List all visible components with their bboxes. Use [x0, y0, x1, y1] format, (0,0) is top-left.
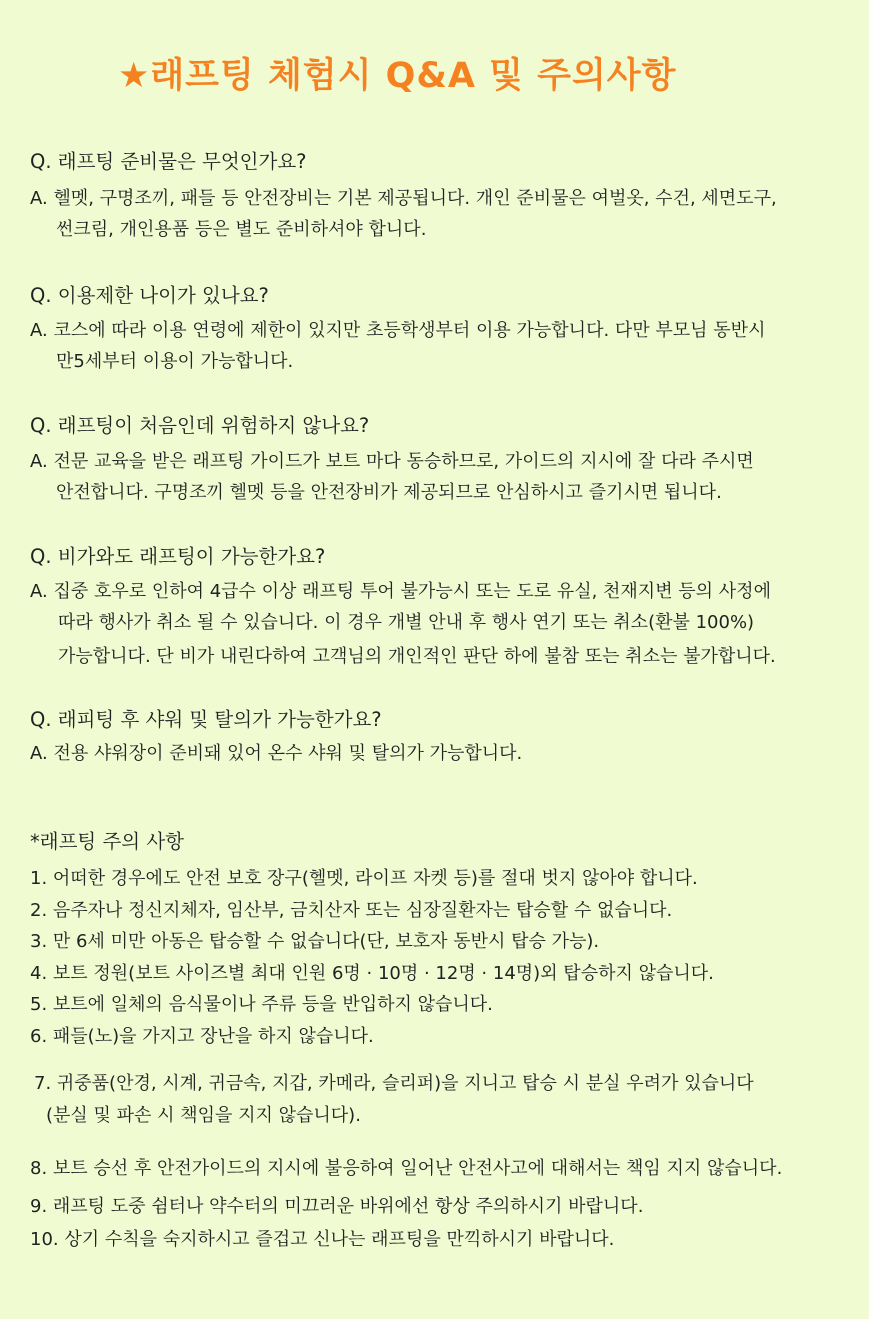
caution-item: (분실 및 파손 시 책임을 지지 않습니다).: [46, 1105, 361, 1126]
caution-item: 6. 패들(노)을 가지고 장난을 하지 않습니다.: [30, 1026, 374, 1047]
faq-answer-line: 따라 행사가 취소 될 수 있습니다. 이 경우 개별 안내 후 행사 연기 또는 취소(환불 100%): [58, 612, 755, 633]
caution-item: 10. 상기 수칙을 숙지하시고 즐겁고 신나는 래프팅을 만끽하시기 바랍니다.: [30, 1229, 615, 1250]
caution-item: 2. 음주자나 정신지체자, 임산부, 금치산자 또는 심장질환자는 탑승할 수 없습니다.: [30, 900, 673, 921]
caution-item: 7. 귀중품(안경, 시계, 귀금속, 지갑, 카메라, 슬리퍼)을 지니고 탑승 시 분실 우려가 있습니다: [34, 1073, 754, 1094]
faq-answer-line: A. 전문 교육을 받은 래프팅 가이드가 보트 마다 동승하므로, 가이드의 지시에 잘 다라 주시면: [30, 451, 754, 472]
faq-answer-line: 안전합니다. 구명조끼 헬멧 등을 안전장비가 제공되므로 안심하시고 즐기시면 됩니다.: [56, 482, 722, 503]
faq-answer-line: 만5세부터 이용이 가능합니다.: [56, 351, 294, 372]
faq-answer-line: 가능합니다. 단 비가 내린다하여 고객님의 개인적인 판단 하에 불참 또는 취소는 불가합니다.: [58, 646, 776, 667]
caution-item: 5. 보트에 일체의 음식물이나 주류 등을 반입하지 않습니다.: [30, 994, 493, 1015]
faq-question: Q. 이용제한 나이가 있나요?: [30, 284, 269, 307]
faq-question: Q. 래프팅 준비물은 무엇인가요?: [30, 150, 307, 173]
faq-answer-line: A. 코스에 따라 이용 연령에 제한이 있지만 초등학생부터 이용 가능합니다. 다만 부모님 동반시: [30, 320, 766, 341]
faq-answer-line: A. 집중 호우로 인하여 4급수 이상 래프팅 투어 불가능시 또는 도로 유실, 천재지변 등의 사정에: [30, 581, 771, 602]
faq-answer-line: A. 헬멧, 구명조끼, 패들 등 안전장비는 기본 제공됩니다. 개인 준비물은 여벌옷, 수건, 세면도구,: [30, 188, 777, 209]
faq-question: Q. 비가와도 래프팅이 가능한가요?: [30, 545, 326, 568]
caution-item: 3. 만 6세 미만 아동은 탑승할 수 없습니다(단, 보호자 동반시 탑승 가능).: [30, 931, 600, 952]
caution-item: 4. 보트 정원(보트 사이즈별 최대 인원 6명 · 10명 · 12명 · 14명)외 탑승하지 않습니다.: [30, 963, 714, 984]
faq-answer-line: A. 전용 샤워장이 준비돼 있어 온수 샤워 및 탈의가 가능합니다.: [30, 743, 523, 764]
faq-question: Q. 래프팅이 처음인데 위험하지 않나요?: [30, 414, 370, 437]
page-title: ★래프팅 체험시 Q&A 및 주의사항: [118, 56, 677, 96]
caution-item: 8. 보트 승선 후 안전가이드의 지시에 불응하여 일어난 안전사고에 대해서는 책임 지지 않습니다.: [30, 1158, 783, 1179]
faq-answer-line: 썬크림, 개인용품 등은 별도 준비하셔야 합니다.: [56, 219, 427, 240]
cautions-heading: *래프팅 주의 사항: [30, 830, 185, 853]
caution-item: 1. 어떠한 경우에도 안전 보호 장구(헬멧, 라이프 자켓 등)를 절대 벗지 않아야 합니다.: [30, 868, 698, 889]
faq-question: Q. 래피팅 후 샤워 및 탈의가 가능한가요?: [30, 708, 382, 731]
caution-item: 9. 래프팅 도중 쉼터나 약수터의 미끄러운 바위에선 항상 주의하시기 바랍니다.: [30, 1196, 644, 1217]
